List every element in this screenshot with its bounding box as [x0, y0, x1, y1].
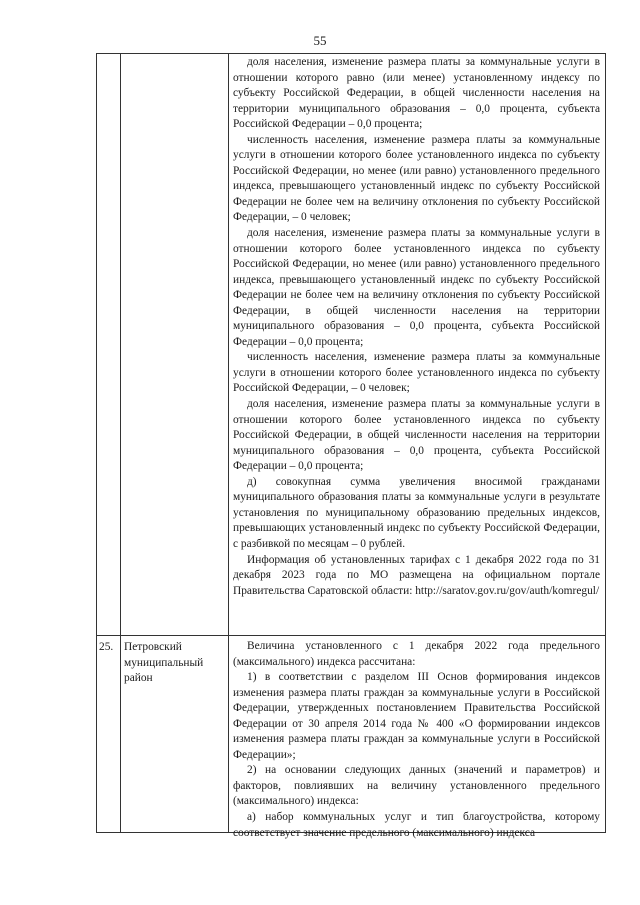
document-table	[96, 53, 606, 839]
paragraph: а) набор коммунальных услуг и тип благоустройства, которому соответствует значение предельного (максимального) индекса	[233, 811, 600, 839]
row25-cell-content	[233, 639, 600, 841]
district-name	[124, 640, 224, 687]
row-number: 25.	[99, 641, 114, 653]
paragraph: д) совокупная сумма увеличения вносимой гражданами муниципального образования платы за коммунальные услуги в результате установления по муниципальному образованию предельных индексов, превышающих установленный индекс по субъекту Российской Федерации, с разбивкой по месяцам – 0 рублей.	[233, 475, 600, 550]
paragraph: 1) в соответствии с разделом III Основ формирования индексов изменения размера платы граждан за коммунальные услуги в Российской Федерации, утвержденных постановлением Правительства Российской Федерации от 30 апреля 2014 года № 400 «О формировании индексов изменения размера платы граждан за коммунальные услуги в Российской Федерации»;	[233, 671, 600, 761]
row-divider-25	[97, 635, 605, 636]
paragraph: численность населения, изменение размера платы за коммунальные услуги в отношении которого более установленного индекса по субъекту Российской Федерации, – 0 человек;	[233, 351, 600, 395]
district-line: Петровский	[124, 641, 182, 653]
column-divider-number	[120, 54, 121, 832]
paragraph: доля населения, изменение размера платы за коммунальные услуги в отношении которого более установленного индекса по субъекту Российской Федерации, в общей численности населения на территории муниципального образования – 0,0 процента, субъекта Российской Федерации – 0,0 процента;	[233, 398, 600, 473]
paragraph: 2) на основании следующих данных (значений и параметров) и факторов, повлиявших на величину установленного предельного (максимального) индекса:	[233, 764, 600, 808]
column-divider-district	[228, 54, 229, 832]
top-cell-content	[233, 55, 600, 599]
district-line: район	[124, 672, 153, 685]
paragraph: Величина установленного с 1 декабря 2022 года предельного (максимального) индекса рассчитана:	[233, 640, 600, 668]
district-line: муниципальный	[124, 656, 204, 669]
paragraph: Информация об установленных тарифах с 1 декабря 2022 года по 31 декабря 2023 года по МО размещена на официальном портале Правительства Саратовской области: http://saratov.gov.ru/gov/auth/komregul/	[233, 553, 600, 597]
page-number: 55	[313, 33, 327, 48]
paragraph: доля населения, изменение размера платы за коммунальные услуги в отношении которого более установленного индекса по субъекту Российской Федерации, но менее (или равно) установленного предельного индекса, превышающего установленный индекс по субъекту Российской Федерации не более чем на величину отклонения по субъекту Российской Федерации, в общей численности населения на территории муниципального образования – 0,0 процента, субъекта Российской Федерации – 0,0 процента;	[233, 227, 600, 348]
paragraph: доля населения, изменение размера платы за коммунальные услуги в отношении которого равно (или менее) установленному индексу по субъекту Российской Федерации, в общей численности населения на территории муниципального образования – 0,0 процента, субъекта Российской Федерации – 0,0 процента;	[233, 56, 600, 131]
paragraph: численность населения, изменение размера платы за коммунальные услуги в отношении которого более установленного индекса по субъекту Российской Федерации, но менее (или равно) установленного предельного индекса, превышающего установленный индекс по субъекту Российской Федерации не более чем на величину отклонения по субъекту Российской Федерации, – 0 человек;	[233, 133, 600, 224]
